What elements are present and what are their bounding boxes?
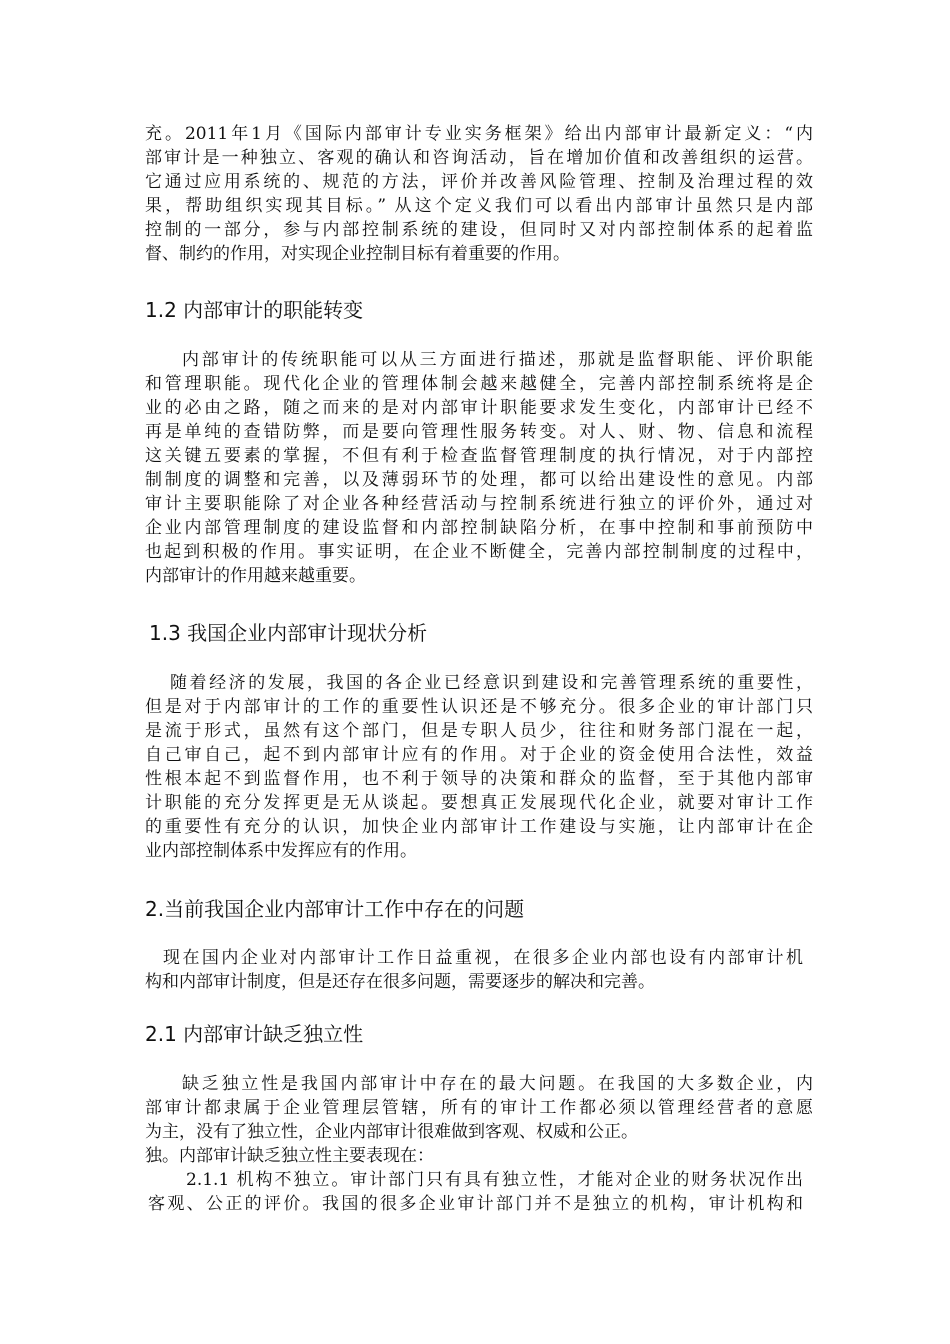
section-heading-2: 2.当前我国企业内部审计工作中存在的问题 (145, 897, 525, 921)
paragraph-line: 果，帮助组织实现其目标。” 从这个定义我们可以看出内部审计虽然只是内部 (145, 196, 813, 216)
section-heading-1-2: 1.2 内部审计的职能转变 (145, 298, 364, 322)
paragraph-line: 充。2011年1月《国际内部审计专业实务框架》给出内部审计最新定义：“内 (145, 124, 813, 144)
paragraph-line: 客观、公正的评价。我国的很多企业审计部门并不是独立的机构，审计机构和 (148, 1194, 803, 1214)
paragraph-line: 再是单纯的查错防弊，而是要向管理性服务转变。对人、财、物、信息和流程 (145, 422, 813, 442)
paragraph-line: 构和内部审计制度，但是还存在很多问题，需要逐步的解决和完善。 (145, 972, 655, 992)
paragraph-line: 但是对于内部审计的工作的重要性认识还是不够充分。很多企业的审计部门只 (145, 697, 813, 717)
paragraph-line: 业内部控制体系中发挥应有的作用。 (145, 841, 417, 861)
paragraph-line: 企业内部管理制度的建设监督和内部控制缺陷分析，在事中控制和事前预防中 (145, 518, 813, 538)
paragraph-line: 制制度的调整和完善，以及薄弱环节的处理，都可以给出建设性的意见。内部 (145, 470, 813, 490)
paragraph-line: 现在国内企业对内部审计工作日益重视，在很多企业内部也设有内部审计机 (163, 948, 803, 968)
paragraph-line: 审计主要职能除了对企业各种经营活动与控制系统进行独立的评价外，通过对 (145, 494, 813, 514)
paragraph-line: 缺乏独立性是我国内部审计中存在的最大问题。在我国的大多数企业，内 (182, 1074, 813, 1094)
paragraph-line: 这关键五要素的掌握，不但有利于检查监督管理制度的执行情况，对于内部控 (145, 446, 813, 466)
paragraph-line: 2.1.1 机构不独立。审计部门只有具有独立性，才能对企业的财务状况作出 (186, 1170, 803, 1190)
paragraph-line: 它通过应用系统的、规范的方法，评价并改善风险管理、控制及治理过程的效 (145, 172, 813, 192)
paragraph-line: 控制的一部分，参与内部控制系统的建设，但同时又对内部控制体系的起着监 (145, 220, 813, 240)
paragraph-line: 内部审计的传统职能可以从三方面进行描述，那就是监督职能、评价职能 (182, 350, 813, 370)
paragraph-line: 性根本起不到监督作用，也不利于领导的决策和群众的监督，至于其他内部审 (145, 769, 813, 789)
paragraph-line: 业的必由之路，随之而来的是对内部审计职能要求发生变化，内部审计已经不 (145, 398, 813, 418)
paragraph-line: 计职能的充分发挥更是无从谈起。要想真正发展现代化企业，就要对审计工作 (145, 793, 813, 813)
paragraph-line: 的重要性有充分的认识，加快企业内部审计工作建设与实施，让内部审计在企 (145, 817, 813, 837)
paragraph-line: 为主，没有了独立性，企业内部审计很难做到客观、权威和公正。 (145, 1122, 638, 1142)
paragraph-line: 随着经济的发展，我国的各企业已经意识到建设和完善管理系统的重要性， (170, 673, 813, 693)
paragraph-line: 独。内部审计缺乏独立性主要表现在： (145, 1146, 434, 1166)
paragraph-line: 自己审自己，起不到内部审计应有的作用。对于企业的资金使用合法性，效益 (145, 745, 813, 765)
paragraph-line: 是流于形式，虽然有这个部门，但是专职人员少，往往和财务部门混在一起， (145, 721, 813, 741)
section-heading-2-1: 2.1 内部审计缺乏独立性 (145, 1022, 364, 1046)
paragraph-line: 督、制约的作用，对实现企业控制目标有着重要的作用。 (145, 244, 570, 264)
paragraph-line: 内部审计的作用越来越重要。 (145, 566, 366, 586)
section-heading-1-3: 1.3 我国企业内部审计现状分析 (149, 621, 428, 645)
paragraph-line: 部审计是一种独立、客观的确认和咨询活动，旨在增加价值和改善组织的运营。 (145, 148, 813, 168)
paragraph-line: 也起到积极的作用。事实证明，在企业不断健全，完善内部控制制度的过程中， (145, 542, 813, 562)
paragraph-line: 和管理职能。现代化企业的管理体制会越来越健全，完善内部控制系统将是企 (145, 374, 813, 394)
paragraph-line: 部审计都隶属于企业管理层管辖，所有的审计工作都必须以管理经营者的意愿 (145, 1098, 813, 1118)
